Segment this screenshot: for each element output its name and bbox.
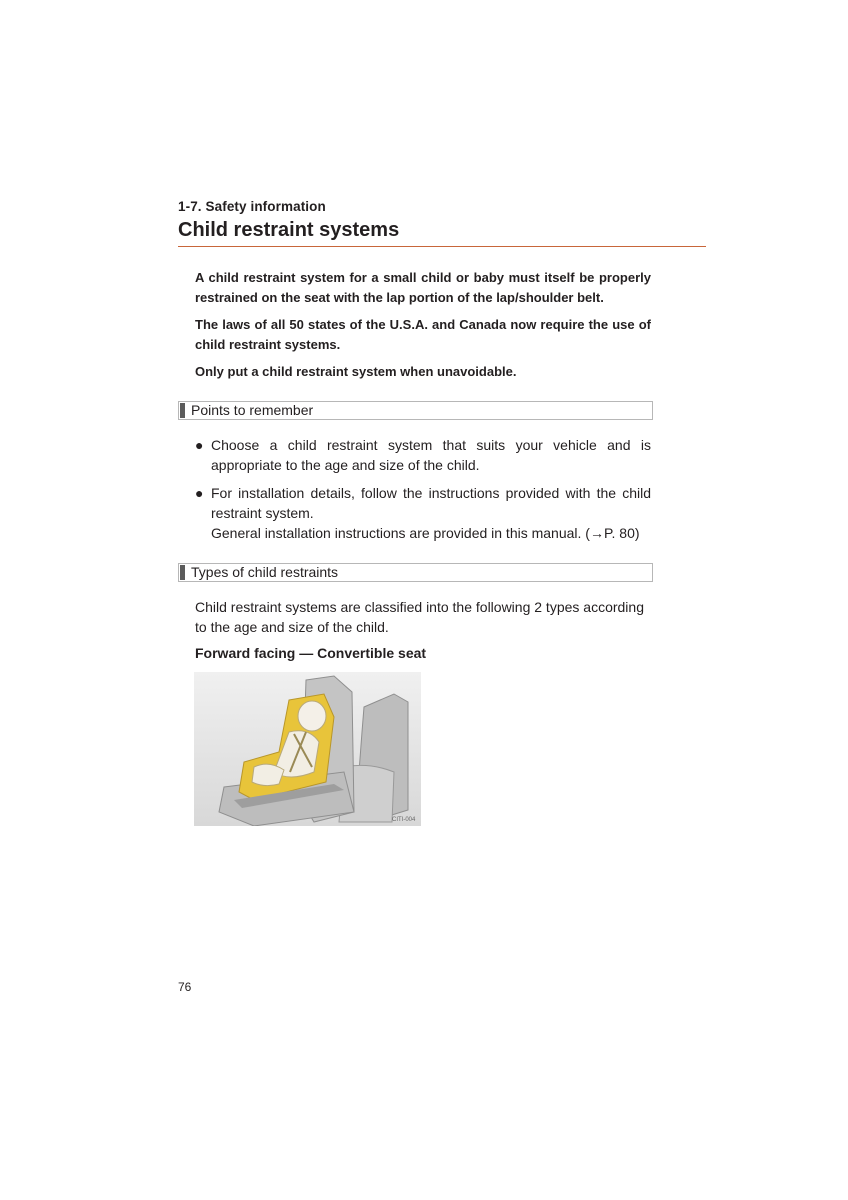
points-heading: Points to remember [191, 402, 314, 418]
child-legs [252, 764, 284, 785]
child-seat-icon [194, 672, 421, 826]
list-item-text: For installation details, follow the instructions provided with the child restraint system. [211, 485, 651, 521]
bullet-icon: ● [195, 437, 204, 453]
intro-paragraph-2: The laws of all 50 states of the U.S.A. and Canada now require the use of child restraint systems. [195, 317, 651, 352]
child-head [298, 701, 326, 731]
heading-bar [180, 403, 185, 418]
page-title: Child restraint systems [178, 219, 400, 241]
forward-facing-label: Forward facing — Convertible seat [195, 645, 427, 661]
title-rule [178, 246, 706, 247]
list-item [195, 483, 651, 543]
types-heading: Types of child restraints [191, 564, 339, 580]
list-item-text: Choose a child restraint system that suits your vehicle and is appropriate to the age and size of the child. [211, 437, 651, 473]
bullet-icon: ● [195, 485, 204, 501]
illustration-code: CITI-004 [392, 817, 416, 823]
intro-paragraph-1: A child restraint system for a small child or baby must itself be properly restrained on the seat with the lap portion of the lap/shoulder belt. [195, 270, 651, 305]
section-label: 1-7. Safety information [178, 199, 326, 214]
points-list [195, 435, 651, 551]
intro-text [195, 268, 651, 389]
list-item-reference: General installation instructions are provided in this manual. (→P. 80) [211, 525, 640, 541]
page-number: 76 [178, 980, 192, 994]
intro-paragraph-3: Only put a child restraint system when unavoidable. [195, 364, 517, 379]
list-item [195, 435, 651, 475]
child-seat-illustration [194, 672, 421, 826]
heading-bar [180, 565, 185, 580]
types-heading-box [178, 563, 653, 582]
types-description: Child restraint systems are classified into the following 2 types according to the age and size of the child. [195, 599, 644, 635]
points-heading-box [178, 401, 653, 420]
